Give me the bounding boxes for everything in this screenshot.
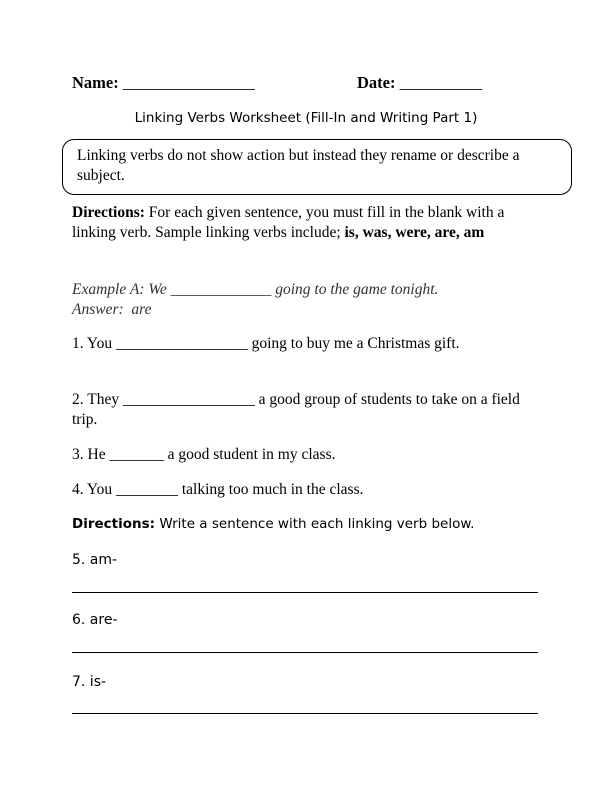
- item-4-end: talking too much in the class.: [177, 481, 364, 498]
- item-2: [72, 390, 547, 430]
- item-4-blank[interactable]: ________: [115, 481, 178, 498]
- directions-2-label: Directions:: [72, 516, 156, 532]
- item-2-blank[interactable]: _________________: [122, 391, 255, 408]
- item-3-start: 3. He: [72, 446, 110, 463]
- item-1-blank[interactable]: _________________: [115, 335, 248, 352]
- item-1-start: 1. You: [72, 335, 116, 352]
- directions-writing: [72, 516, 474, 532]
- item-3-blank[interactable]: _______: [109, 446, 164, 463]
- item-3: [72, 445, 547, 465]
- answer-value: are: [131, 301, 152, 318]
- item-3-end: a good student in my class.: [163, 446, 336, 463]
- directions-text: For each given sentence, you must fill in the blank with a linking verb. Sample linking verbs include;: [72, 204, 505, 241]
- item-2-start: 2. They: [72, 391, 123, 408]
- example-a: [72, 280, 547, 320]
- directions-fill-in: [72, 203, 547, 243]
- writing-label-is: 7. is-: [72, 674, 107, 690]
- directions-2-text: Write a sentence with each linking verb below.: [155, 516, 475, 532]
- date-field: [357, 73, 482, 93]
- example-start: Example A: We: [72, 281, 171, 298]
- writing-label-am: 5. am-: [72, 552, 118, 568]
- writing-line-is[interactable]: [72, 713, 538, 714]
- name-blank[interactable]: ________________: [122, 73, 255, 92]
- definition-box: [62, 139, 572, 195]
- name-field: [72, 73, 255, 93]
- example-end: going to the game tonight.: [271, 281, 439, 298]
- writing-line-am[interactable]: [72, 592, 538, 593]
- answer-label: Answer:: [72, 301, 124, 318]
- directions-label: Directions:: [72, 204, 145, 221]
- item-2-end: a good group of students to take on a field trip.: [72, 391, 520, 428]
- writing-line-are[interactable]: [72, 652, 538, 653]
- example-blank: _____________: [170, 281, 272, 298]
- definition-text: Linking verbs do not show action but instead they rename or describe a subject.: [77, 147, 520, 184]
- sample-verbs: is, was, were, are, am: [344, 224, 485, 241]
- date-blank[interactable]: __________: [399, 73, 483, 92]
- item-4-start: 4. You: [72, 481, 116, 498]
- name-label: Name:: [72, 73, 119, 92]
- writing-label-are: 6. are-: [72, 612, 118, 628]
- item-4: [72, 480, 547, 500]
- item-1-end: going to buy me a Christmas gift.: [247, 335, 460, 352]
- worksheet-title: Linking Verbs Worksheet (Fill-In and Writing Part 1): [134, 110, 478, 126]
- item-1: [72, 334, 547, 354]
- date-label: Date:: [357, 73, 396, 92]
